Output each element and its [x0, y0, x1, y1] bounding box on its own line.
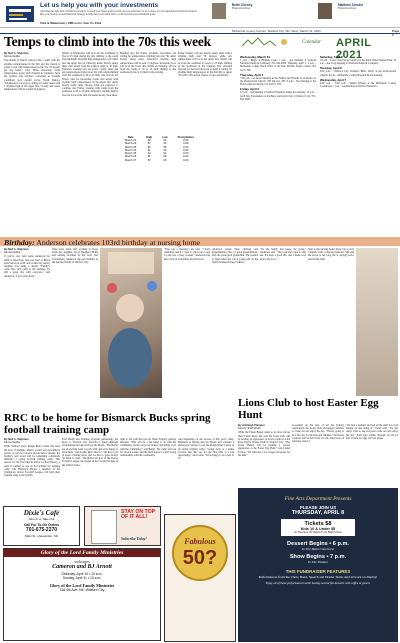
ad-body: Choosing the right mix of financial products to reach your future goals is hard, but you don't have to do it alone. Let our experienced financial advisors help you develop a sound financial strategy to help meet your needs and to work towards your retirement goals. [40, 10, 197, 17]
play-show: Show Begins • 7 p.m. [289, 554, 347, 560]
play-fund: THIS FUNDRAISER FEATURES [285, 569, 351, 574]
glory-names: Cameron and BJ Arnott [52, 564, 112, 570]
calendar-entry: 6:30 p.m. - Watford City Women's Bible Study at the Presbyterian Church. 6 p.m. - McKenzie County Hospital Board meeting. [320, 70, 396, 77]
weather-cell: March 21 [125, 139, 137, 142]
play-note: Enjoy all of these performances while having several fun desserts with coffee or punch. [265, 581, 371, 585]
play-date: THURSDAY, APRIL 8 [291, 510, 345, 516]
calendar-day: Thursday, April 1 [240, 72, 264, 77]
rrc-text-4: And depending on the success of this year's camp, Bismarck is hoping that the Bucks will consider a multi-year contract to use the Rough Rider Center as its spring training camp. "Going away to a prime location like this one for the first time is a fun opportunity," said Leslie. "We're happy to be a part of it." [178, 438, 234, 461]
dixies-phone: 701-675-2270 [25, 527, 58, 533]
agent-name: Bette Cheney [232, 3, 253, 7]
glory-welcomes: welcomes [74, 559, 90, 564]
calendar-day: Saturday, April 3 [320, 55, 343, 59]
bank-logo [4, 3, 36, 25]
temps-text-2: Winds on Wednesday will be from the southwest at five to 25 mph during the day, shifting to the south after midnight. Daytime high temperatures will climb into the upper 60s on Thursday under mostly sunny skies with windy from the south at eight to 30 mph. Thursday evening will see partly cloudy skies and low temperatures in the lower 40s with winds shifting from the southwest at 20 to 25 mph. The forecast for Friday calls for increasing clouds and windy with daytime high temperatures in the upper 60s under mostly sunny skies. Strong winds are expected to continue into Friday evening with winds from the northwest at 20 to 25 mph. Saturday's daytime high is forecast to be in the mid 50s under mostly clear skies. [62, 52, 118, 97]
weather-cell: March 24 [125, 148, 137, 152]
weather-cell: 38 [163, 145, 167, 149]
birthday-headline: Birthday: Anderson celebrates 103rd birthday at nursing home [4, 237, 200, 247]
calendar-day: Tuesday, April 6 [320, 66, 342, 71]
play-fund-text: Performances from the Choir, Band, Speech and Drama Team. And artwork on display! [258, 575, 378, 579]
weather-cell: 42 [147, 152, 151, 156]
weather-cell: March 23 [125, 145, 137, 149]
weather-cell: 0.00 [183, 158, 189, 162]
birthday-text-6: Staff at the nursing home threw her a party complete with a cake and balloons. She said the secret to her long life is staying active and having faith. [308, 248, 354, 261]
birthday-text-5: "It's the family that keeps me going," Anderson said. "They call and come to visit me. It's been a good life, and I thank God every day for it." [260, 248, 306, 261]
weather-cell: March 25 [125, 152, 137, 156]
calendar-title: APRIL 2021 [336, 37, 372, 61]
glory-times: Saturday, April 10 • 10 a.m. Sunday, April 11 • 10 a.m. [61, 572, 103, 580]
birthday-text-3: "That was a blessing," she said. "I don't remember much. I went to school up to age 14 and was a busy woman." Anderson has kept track of everything she still loves. [164, 248, 210, 261]
birthday-byline: By Neil A. Shipman Farmer Editor [4, 248, 29, 255]
top-advertisement [0, 0, 400, 28]
ad-url[interactable]: Visit & Watertown | FMF.com | Join Us Find [40, 21, 102, 25]
lions-headline: Lions Club to host Easter Egg Hunt [238, 397, 379, 421]
calendar-day: Wednesday, April 7 [320, 77, 347, 82]
lions-text-1: While the Easter Bunny tends to do most chores these Easter Days, this year the Lions Club will be hosting an appearance at Lions Carnival at the Rose Pearce Nature Park in Watford City. "The Easter Bunny will be making a special appearance at the Easter Egg Hunt," said Lionel Cordas. "We will have a lot of eggs and prizes for the kids." [238, 431, 290, 457]
play-kids: Kids 10 & Under $5 [300, 527, 336, 531]
rrc-text-2: Ford Bergh and Training program partnership, the move to Watford City provides a much different environment and approach for the Bucks. "The Bucks are an exciting team to work with, and we're happy to have them," said Leslie, RRC director. "We have a lot of space, training areas, and we have a great facility for them to train." The Bucks are part of the Indoor Football League, the largest indoor football league in the United States. [62, 438, 118, 467]
weather-cell: March 22 [125, 142, 137, 146]
subscribe-ad [84, 506, 161, 546]
rrc-text-3: right to fun with that get out Week Wrigley, general manager. "This will be a fun thing to do with the community, giving away free tickets, and things to do with the community," said Bergh. The camp will run for several weeks, and the team hopes to build strong relationships with the community. [120, 438, 176, 458]
birthday-text-2: Thus went, Anna, first working in Tioga under her daughter, Good Shepherd Home and nursing facilities in the Gold Star Tournament. Anderson enjoyed birthday in the nursing facility in Watford City. [52, 248, 98, 264]
dixies-address: Main St. • Alexander, ND [25, 534, 58, 538]
weather-cell: 28 [163, 155, 167, 159]
newspaper-thumb [91, 510, 117, 544]
glory-address: 118 4th Ave. NE, Watford City [59, 588, 105, 592]
weather-header: Precipitation [177, 136, 194, 139]
calendar-entry: 12 p.m. - AA Meeting at Watford Nutrition Pump & Company. 12 p.m. - Gold Star Tournament at the Boys and Girls Club of Watford City, 701-842-3000. [240, 91, 316, 101]
temps-text-4: Easter Sunday will see mostly sunny skies with a daytime high near 79 degrees while low temperatures will be in the upper 40s. Winds will be from the southeast at seven to 25 mph, shifting to the northwest in the evening. The extended forecast for the first full week of April is calling for daytime high temperatures in the mid 60s to upper 70s with a 20 percent chance of rain on Monday. [178, 52, 232, 78]
calendar-entry: 1 p.m. - Bingo at Hillside Court. 7 p.m. - AA Meeting at Watford Nutrition Pump & Company, 701-842-3000. Thursday, April 1: 3 p.m. - McKenzie County Rural Water at the Pete Hoeffer Senior Center, 301 1st St. NE. [240, 59, 316, 72]
lions-text-3: "We had a planned and had all the stuff for a fun market up and doing it," Lionel said. "We just really want to see everyone come out and enjoy the day." Kids ages toddler through 12 will be able to hunt for eggs and win prizes. [346, 424, 398, 440]
birthday-col-1 [4, 248, 50, 400]
birthday-text-4: Anderson raised three children and grandchildren plus 13 great-grandchildren, and one great-great grandchild. She learned to bake when she was a young girl on the family homestead near Schafer. [212, 248, 258, 264]
ad-agent-2 [318, 3, 398, 21]
play-sub: PLEASE JOIN US [299, 505, 337, 510]
weather-cell: 24 [163, 139, 167, 142]
weather-cell: 0.00 [183, 145, 189, 149]
rrc-col-1 [4, 438, 60, 504]
weather-cell: March 26 [125, 155, 137, 159]
birthday-text-1: If you've ever seen Anna Anderson her smile is infectious. She was born to Bruce and Frances in 1918, and on that day Anna's daughter was being a dream. "Family's come first, first came to the birthday, it's still a great day with everyone," said Anderson. "I love everybody." [4, 255, 50, 278]
agent-title: Financial Advisor [338, 7, 357, 10]
dixies-cafe-ad [3, 506, 80, 546]
lions-byline: By Ashleigh Plemper Farmer Staff Writer [238, 424, 265, 431]
calendar-col-1 [240, 54, 316, 220]
dixies-title: Dixie's Cafe [23, 509, 60, 517]
fabulous-number: 50? [182, 547, 218, 569]
temps-text-1: The month of March came in like a lamb with the daytime temperatures in the 60s and the month is going to end with temperatures in the 70s. "It doesn't get any better," said. Those seasonally warm temperatures, along with virtually no moisture, have the farmers and ranchers concerned as drought conditions now extend across North Dakota. "Wednesday's forecast is calling for sunny skies with a daytime high in the upper 60s, Cloudy and warm temperatures will be around 20 degrees. [4, 59, 60, 92]
agent-photo [318, 3, 332, 19]
calendar-subtitle: Calendar [302, 40, 321, 45]
fabulous-50-ad [164, 514, 236, 642]
rrc-text-1: While Watford City's Rough Rider Center has been the host of multiple athletic events and non-athletic events, as well as concerts and an indoor market, the facility's next event will be something completely different: a spring football training camp. This season, for the first time in indoor football history, a team is coming to use all its facilities for training camp. The Bismarck Bucks, a member of the Champions Indoor Football League, will hold their training camp at the facility. [4, 445, 60, 478]
weather-cell: 33 [163, 148, 167, 152]
birthday-photo-2 [356, 248, 398, 396]
temps-col-1 [4, 52, 60, 234]
weather-cell: 0.00 [183, 139, 189, 142]
calendar-entry: 9:00 a.m. - 3:00 p.m. - Meals Wheels at the McKenzie County Courthouse. 7 p.m. - AA Meeting at Watford Nutrition. [320, 81, 396, 89]
weather-cell: 61 [147, 148, 151, 152]
publication-info: McKenzie County Farmer, Watford City, ND, Wed., March 31, 2021 [232, 29, 321, 33]
play-tickets-box [281, 519, 355, 536]
fabulous-text: Fabulous [184, 537, 216, 546]
dixies-sub: Dine In or Take Out [28, 517, 55, 521]
play-door: At The Door Of Watford City High School [294, 531, 342, 534]
ad-headline: Let us help you with your investments [40, 2, 159, 9]
play-title: Fine Arts Department Presents [284, 496, 352, 502]
birthday-photo [100, 248, 162, 398]
weather-cell: 51 [147, 155, 151, 159]
play-dessert-sub: In The Main Concourse [301, 547, 335, 551]
weather-cell: March 27 [125, 158, 137, 162]
weather-cell: 57 [147, 158, 151, 162]
weather-cell: 60 [147, 145, 151, 149]
agent-name: Matthew Schultz [338, 3, 363, 7]
weather-table-wrap [120, 136, 232, 162]
weather-cell: 31 [163, 152, 167, 156]
weather-header: Low [162, 136, 168, 139]
play-dessert: Dessert Begins • 6 p.m. [287, 541, 349, 547]
lions-col-1 [238, 424, 290, 486]
calendar-day: Wednesday, March 31 [240, 55, 270, 59]
agent-title: Financial Advisor [232, 7, 251, 10]
birthday-banner [0, 237, 400, 246]
dixies-call: Call For To-Go Orders [23, 523, 60, 527]
weather-table [120, 136, 199, 162]
temps-text-3: Heading into the Easter weekend, forecasters are calling for temperatures climbing into the 70s under mostly sunny skies. Saturday's daytime high temperatures will be near 71 degrees. Increasing lows will be in the lower 40s. Winds on Saturday will be from the south at 10 to 15 mph shifting to the southeast in late at 10 mph in the evening. [120, 52, 176, 75]
calendar-col-2 [320, 54, 396, 220]
fine-arts-ad [238, 488, 398, 642]
page-number: Page 3 [392, 29, 400, 37]
calendar-entry: 7:30 p.m. - Al-Anon Meeting in the Family and Friends of alcoholics at the Presbyterian Church, 708 4th Ave. NE. 8 p.m. - NA Meeting at the First Lutheran Church, 212 2nd St. NW. [240, 76, 316, 87]
weather-cell: 52 [147, 139, 151, 142]
glory-ministries-ad [3, 548, 161, 641]
calendar-entry: 10 a.m. - Lions Club Easter Carnival at the Rural Water Natural Park. 10 a.m. - AA Coop meeting at Nutrition Pump & Company. [320, 59, 396, 66]
glory-title: Glory of the Lord Family Ministries [4, 549, 160, 557]
weather-cell: 0.00 [183, 142, 189, 146]
agent-photo [212, 3, 226, 19]
weather-header: High [146, 136, 153, 139]
rrc-byline: By Neil A. Shipman Farmer Editor [4, 438, 29, 445]
stay-on-top-text: STAY ON TOP OF IT ALL! [121, 509, 156, 521]
ad-agent-1 [212, 3, 292, 21]
temps-byline: By Neil A. Shipman Farmer Editor [4, 52, 29, 59]
table-row [120, 159, 199, 162]
weather-cell: 0.00 [183, 148, 189, 152]
fabulous-badge [172, 525, 228, 581]
calendar-box [234, 34, 400, 222]
lions-text-2: Loosening up the lens of all the holiday celebrations the Lions Club encourages families to come out and enjoy the day. "There's going to be a fun day for the kids and families," the Easter Carnival will be held from 10 a.m. until noon on Saturday, April 3. [292, 424, 344, 444]
rrc-headline: RRC to be home for Bismarck Bucks spring football training camp [4, 412, 211, 436]
weather-cell: 33 [163, 142, 167, 146]
subscribe-link[interactable]: Subscribe Today! [121, 537, 147, 541]
weather-cell: 0.00 [183, 155, 189, 159]
weather-header: Date [127, 136, 134, 139]
weather-cell: 26 [163, 158, 167, 162]
play-tickets: Tickets $8 [304, 521, 332, 527]
glory-title-2: Glory of the Lord Family Ministries [49, 583, 115, 588]
calendar-day: Friday, April 2 [240, 87, 259, 92]
weather-cell: 57 [147, 142, 151, 146]
temps-headline: Temps to climb into the 70s this week [4, 34, 211, 49]
play-show-sub: In The Theater [307, 560, 329, 564]
weather-cell: 0.00 [183, 152, 189, 156]
